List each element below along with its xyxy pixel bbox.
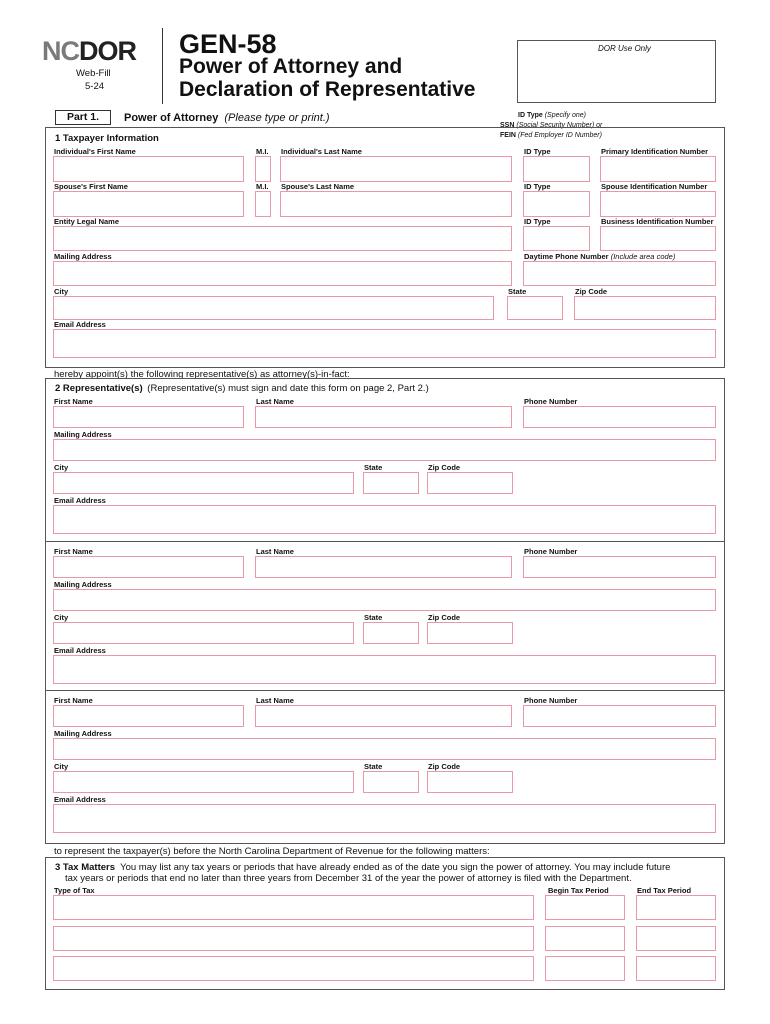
begin-tax-period-input-1[interactable] bbox=[545, 895, 625, 920]
email-input[interactable] bbox=[53, 329, 716, 358]
end-tax-period-label: End Tax Period bbox=[637, 886, 692, 895]
rep2-mailing-address-label: Mailing Address bbox=[54, 580, 112, 589]
entity-legal-name-label: Entity Legal Name bbox=[54, 217, 120, 226]
daytime-phone-label-text: Daytime Phone Number bbox=[524, 252, 609, 261]
mailing-address-label: Mailing Address bbox=[54, 252, 112, 261]
rep1-city-input[interactable] bbox=[53, 472, 354, 494]
section3-text-line1: You may list any tax years or periods that have already ended as of the date you sign the power of attorney. You may include future bbox=[120, 862, 671, 873]
fein-label: FEIN bbox=[500, 132, 516, 139]
section3-title: 3 Tax Matters bbox=[55, 862, 116, 873]
rep1-zip-label: Zip Code bbox=[428, 463, 461, 472]
mailing-address-input[interactable] bbox=[53, 261, 512, 286]
section1-title: 1 Taxpayer Information bbox=[55, 133, 159, 144]
begin-tax-period-input-3[interactable] bbox=[545, 956, 625, 981]
email-label: Email Address bbox=[54, 320, 106, 329]
rep3-zip-label: Zip Code bbox=[428, 762, 461, 771]
spouse-id-type-input[interactable] bbox=[523, 191, 590, 217]
mi-label: M.I. bbox=[256, 147, 269, 156]
begin-tax-period-label: Begin Tax Period bbox=[548, 886, 609, 895]
rep1-state-label: State bbox=[364, 463, 383, 472]
rep1-first-name-input[interactable] bbox=[53, 406, 244, 428]
business-id-label: Business Identification Number bbox=[601, 217, 714, 226]
rep3-mailing-address-label: Mailing Address bbox=[54, 729, 112, 738]
appoint-text: hereby appoint(s) the following representative(s) as attorney(s)-in-fact: bbox=[54, 369, 350, 380]
city-input[interactable] bbox=[53, 296, 494, 320]
rep1-last-name-input[interactable] bbox=[255, 406, 512, 428]
rep3-last-name-label: Last Name bbox=[256, 696, 294, 705]
rep2-last-name-input[interactable] bbox=[255, 556, 512, 578]
rep2-zip-input[interactable] bbox=[427, 622, 513, 644]
mi-input[interactable] bbox=[255, 156, 271, 182]
ssn-hint: (Social Security Number) or bbox=[516, 122, 603, 129]
form-number: GEN-58 bbox=[179, 29, 277, 59]
rep3-email-label: Email Address bbox=[54, 795, 106, 804]
individual-last-name-input[interactable] bbox=[280, 156, 512, 182]
part1-title bbox=[124, 112, 330, 124]
end-tax-period-input-3[interactable] bbox=[636, 956, 716, 981]
dor-use-only-label: DOR Use Only bbox=[598, 44, 651, 53]
section2-hint: (Representative(s) must sign and date this form on page 2, Part 2.) bbox=[147, 383, 429, 394]
ssn-label: SSN bbox=[500, 122, 515, 129]
rep1-last-name-label: Last Name bbox=[256, 397, 294, 406]
logo-nc: NC bbox=[42, 36, 79, 66]
type-of-tax-label: Type of Tax bbox=[54, 886, 95, 895]
type-of-tax-input-1[interactable] bbox=[53, 895, 534, 920]
section2-title-text: 2 Representative(s) bbox=[55, 383, 143, 394]
represent-text: to represent the taxpayer(s) before the North Carolina Department of Revenue for the following matters: bbox=[54, 846, 490, 857]
rep-divider bbox=[45, 690, 725, 691]
section3-text-line2: tax years or periods that end no later than three years from December 31 of the year the power of attorney is filed with the Department. bbox=[65, 873, 632, 884]
spouse-first-name-label: Spouse's First Name bbox=[54, 182, 128, 191]
rep2-state-label: State bbox=[364, 613, 383, 622]
ncdor-logo bbox=[42, 36, 136, 67]
part1-tag: Part 1. bbox=[55, 110, 111, 125]
entity-id-type-label: ID Type bbox=[524, 217, 551, 226]
daytime-phone-input[interactable] bbox=[523, 261, 716, 286]
daytime-phone-hint: (Include area code) bbox=[610, 252, 676, 261]
state-input[interactable] bbox=[507, 296, 563, 320]
daytime-phone-label bbox=[524, 252, 675, 261]
city-label: City bbox=[54, 287, 69, 296]
rep3-city-label: City bbox=[54, 762, 69, 771]
rep2-zip-label: Zip Code bbox=[428, 613, 461, 622]
business-id-input[interactable] bbox=[600, 226, 716, 251]
rep1-zip-input[interactable] bbox=[427, 472, 513, 494]
type-of-tax-input-2[interactable] bbox=[53, 926, 534, 951]
header-divider bbox=[162, 28, 163, 104]
zip-input[interactable] bbox=[574, 296, 716, 320]
rep3-first-name-input[interactable] bbox=[53, 705, 244, 727]
rep2-email-input[interactable] bbox=[53, 655, 716, 684]
web-fill-label: Web-Fill bbox=[76, 68, 111, 79]
rep2-city-input[interactable] bbox=[53, 622, 354, 644]
type-of-tax-input-3[interactable] bbox=[53, 956, 534, 981]
individual-last-name-label: Individual's Last Name bbox=[281, 147, 362, 156]
form-version: 5-24 bbox=[85, 81, 105, 92]
rep2-city-label: City bbox=[54, 613, 69, 622]
rep2-state-input[interactable] bbox=[363, 622, 419, 644]
individual-first-name-input[interactable] bbox=[53, 156, 244, 182]
form-title-line1: Power of Attorney and bbox=[179, 55, 403, 78]
rep1-mailing-address-label: Mailing Address bbox=[54, 430, 112, 439]
rep-divider bbox=[45, 541, 725, 542]
rep3-last-name-input[interactable] bbox=[255, 705, 512, 727]
rep2-phone-label: Phone Number bbox=[524, 547, 578, 556]
id-type-input[interactable] bbox=[523, 156, 590, 182]
end-tax-period-input-2[interactable] bbox=[636, 926, 716, 951]
spouse-id-input[interactable] bbox=[600, 191, 716, 217]
spouse-first-name-input[interactable] bbox=[53, 191, 244, 217]
entity-legal-name-input[interactable] bbox=[53, 226, 512, 251]
rep1-email-input[interactable] bbox=[53, 505, 716, 534]
part1-title-text: Power of Attorney bbox=[124, 112, 219, 124]
individual-first-name-label: Individual's First Name bbox=[54, 147, 136, 156]
rep2-phone-input[interactable] bbox=[523, 556, 716, 578]
rep3-mailing-address-input[interactable] bbox=[53, 738, 716, 760]
section2-title bbox=[55, 383, 429, 394]
spouse-id-label: Spouse Identification Number bbox=[601, 182, 708, 191]
dor-use-only-box bbox=[517, 40, 716, 103]
spouse-last-name-label: Spouse's Last Name bbox=[281, 182, 355, 191]
rep2-first-name-label: First Name bbox=[54, 547, 93, 556]
rep3-first-name-label: First Name bbox=[54, 696, 93, 705]
rep3-city-input[interactable] bbox=[53, 771, 354, 793]
begin-tax-period-input-2[interactable] bbox=[545, 926, 625, 951]
rep3-state-input[interactable] bbox=[363, 771, 419, 793]
end-tax-period-input-1[interactable] bbox=[636, 895, 716, 920]
form-title-line2: Declaration of Representative bbox=[179, 78, 476, 101]
part1-hint: (Please type or print.) bbox=[224, 112, 330, 124]
rep1-phone-label: Phone Number bbox=[524, 397, 578, 406]
section3-text bbox=[55, 862, 670, 884]
entity-id-type-input[interactable] bbox=[523, 226, 590, 251]
id-type-note-hint: (Specify one) bbox=[544, 112, 586, 119]
rep2-email-label: Email Address bbox=[54, 646, 106, 655]
primary-id-label: Primary Identification Number bbox=[601, 147, 709, 156]
rep3-phone-input[interactable] bbox=[523, 705, 716, 727]
rep1-email-label: Email Address bbox=[54, 496, 106, 505]
primary-id-input[interactable] bbox=[600, 156, 716, 182]
rep3-email-input[interactable] bbox=[53, 804, 716, 833]
rep1-phone-input[interactable] bbox=[523, 406, 716, 428]
rep1-first-name-label: First Name bbox=[54, 397, 93, 406]
spouse-mi-input[interactable] bbox=[255, 191, 271, 217]
rep2-mailing-address-input[interactable] bbox=[53, 589, 716, 611]
rep1-mailing-address-input[interactable] bbox=[53, 439, 716, 461]
rep1-state-input[interactable] bbox=[363, 472, 419, 494]
rep3-state-label: State bbox=[364, 762, 383, 771]
fein-hint: (Fed Employer ID Number) bbox=[517, 132, 602, 139]
logo-dor: DOR bbox=[79, 36, 136, 66]
rep3-zip-input[interactable] bbox=[427, 771, 513, 793]
state-label: State bbox=[508, 287, 527, 296]
spouse-last-name-input[interactable] bbox=[280, 191, 512, 217]
spouse-id-type-label: ID Type bbox=[524, 182, 551, 191]
id-type-label: ID Type bbox=[524, 147, 551, 156]
zip-label: Zip Code bbox=[575, 287, 608, 296]
rep2-last-name-label: Last Name bbox=[256, 547, 294, 556]
rep1-city-label: City bbox=[54, 463, 69, 472]
rep2-first-name-input[interactable] bbox=[53, 556, 244, 578]
rep3-phone-label: Phone Number bbox=[524, 696, 578, 705]
id-type-note-title: ID Type bbox=[518, 112, 543, 119]
spouse-mi-label: M.I. bbox=[256, 182, 269, 191]
